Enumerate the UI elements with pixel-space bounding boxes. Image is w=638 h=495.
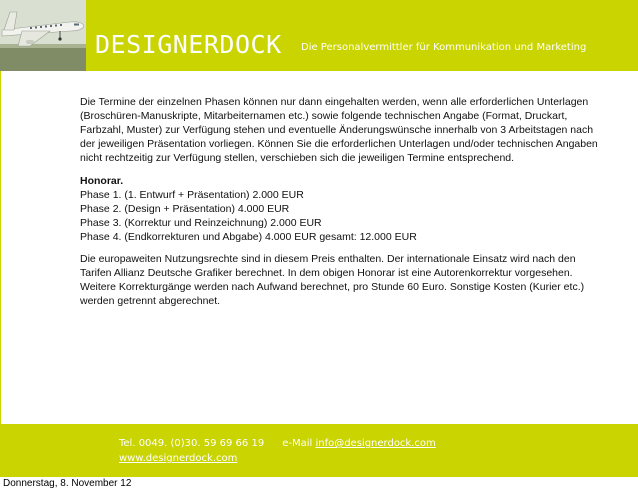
phase-item: Phase 3. (Korrektur und Reinzeichnung) 2.000 EUR [80,217,322,229]
honorar-heading: Honorar. [80,175,124,187]
phase-list [80,188,605,244]
date-label: Donnerstag, 8. November 12 [3,478,132,489]
phase-item: Phase 1. (1. Entwurf + Präsentation) 2.000 EUR [80,189,304,201]
brand-tagline: Die Personalvermittler für Kommunikation und Marketing [301,42,587,53]
honorar-section [80,174,605,244]
brand-logo-text: DESIGNERDOCK [95,30,282,59]
email-label: e-Mail [282,438,313,449]
airplane-photo-icon [0,0,86,71]
website-link[interactable]: www.designerdock.com [119,453,238,464]
phone-number: Tel. 0049. (0)30. 59 69 66 19 [119,438,265,449]
phase-item: Phase 4. (Endkorrekturen und Abgabe) 4.000 EUR gesamt: 12.000 EUR [80,231,417,243]
document-body [80,95,605,308]
footer-contact [119,436,436,466]
phase-item: Phase 2. (Design + Präsentation) 4.000 EUR [80,203,290,215]
schedule-paragraph: Die Termine der einzelnen Phasen können nur dann eingehalten werden, wenn alle erforderlichen Unterlagen (Broschüren-Manuskripte, Mitarbeiternamen etc.) sowie folgende technischen Angabe (Format, Druckart, Farbzahl, Muster) zur Verfügung stehen und eventuelle Änderungswünsche innerhalb von 3 Arbeitstagen nach der jeweiligen Präsentation vorliegen. Können Sie die erforderlichen Unterlagen und/oder technischen Angaben nicht rechtzeitig zur Verfügung stellen, verschieben sich die jeweiligen Termine entsprechend. [80,96,598,164]
usage-rights-paragraph: Die europaweiten Nutzungsrechte sind in diesem Preis enthalten. Der internationale Einsatz wird nach den Tarifen Allianz Deutsche Grafiker berechnet. In dem obigen Honorar ist eine Autorenkorrektur vorgesehen. Weitere Korrekturgänge werden nach Aufwand berechnet, pro Stunde 60 Euro. Sonstige Kosten (Kurier etc.) werden getrennt abgerechnet. [80,253,585,307]
email-link[interactable]: info@designerdock.com [315,438,436,449]
left-divider-line [0,71,1,424]
header-bar [0,0,638,71]
